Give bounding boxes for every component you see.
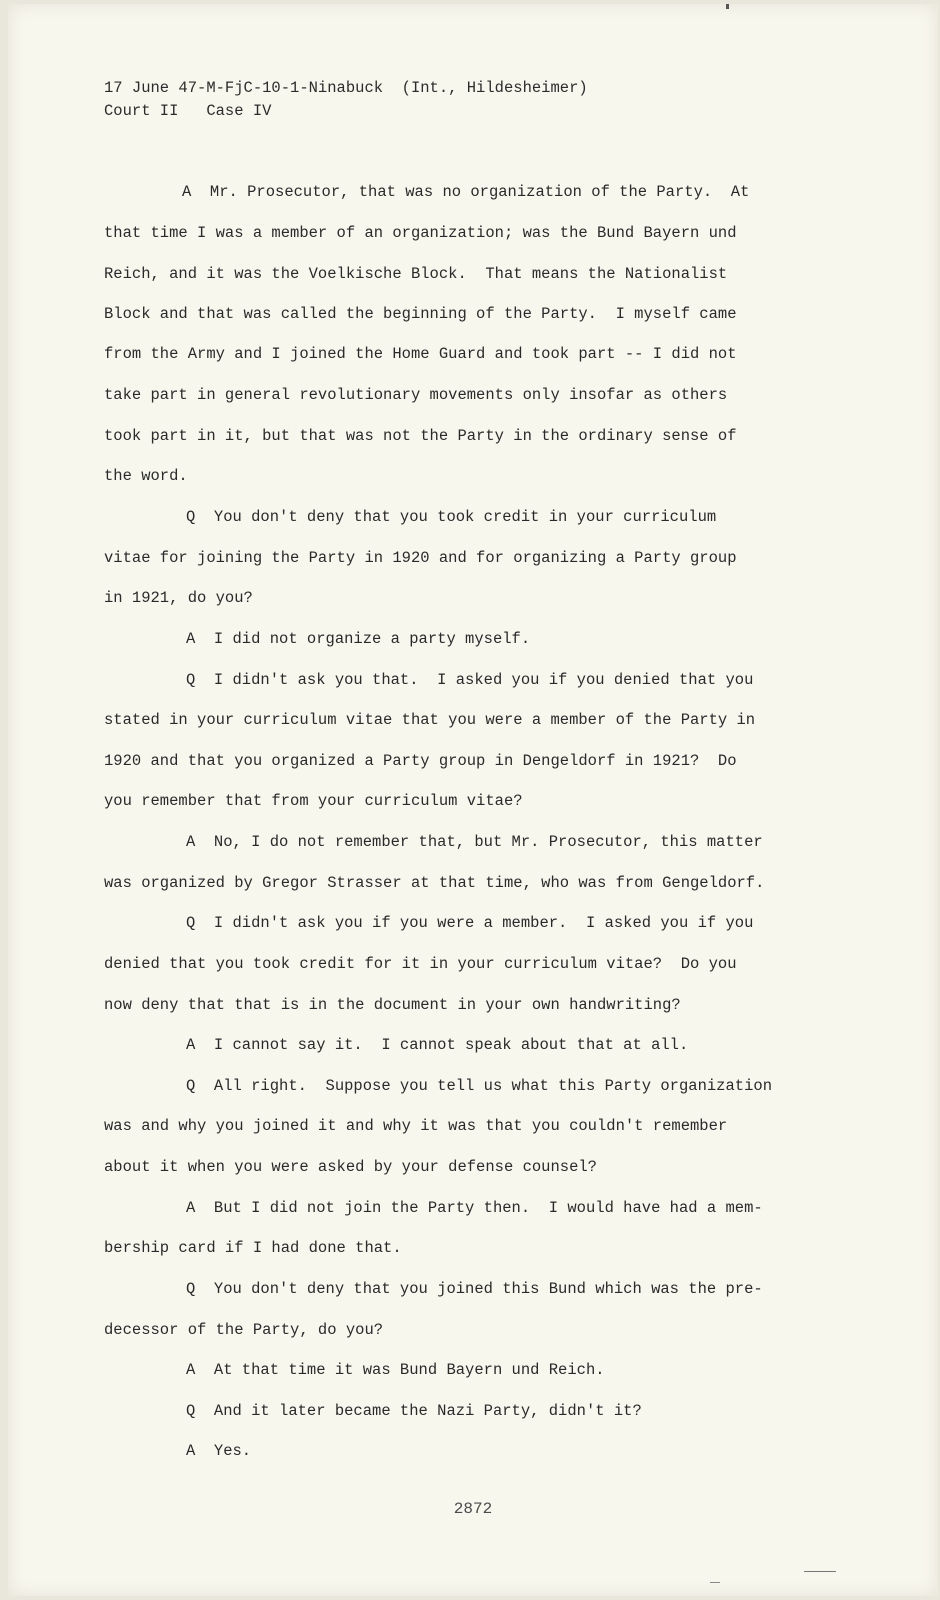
transcript-line: vitae for joining the Party in 1920 and for organizing a Party group bbox=[104, 549, 737, 567]
transcript-line: the word. bbox=[104, 467, 188, 485]
transcript-line: took part in it, but that was not the Party in the ordinary sense of bbox=[104, 427, 737, 445]
transcript-line: that time I was a member of an organization; was the Bund Bayern und bbox=[104, 224, 737, 242]
transcript-line: A Mr. Prosecutor, that was no organization of the Party. At bbox=[182, 183, 750, 201]
transcript-line: Q You don't deny that you took credit in your curriculum bbox=[186, 508, 717, 526]
transcript-line: Q I didn't ask you if you were a member. I asked you if you bbox=[186, 914, 754, 932]
transcript-line: now deny that that is in the document in your own handwriting? bbox=[104, 996, 681, 1014]
transcript-line: was organized by Gregor Strasser at that time, who was from Gengeldorf. bbox=[104, 874, 765, 892]
transcript-line: in 1921, do you? bbox=[104, 589, 253, 607]
transcript-line: 1920 and that you organized a Party group in Dengeldorf in 1921? Do bbox=[104, 752, 737, 770]
page-number: 2872 bbox=[453, 1500, 493, 1518]
transcript-line: A I did not organize a party myself. bbox=[186, 630, 531, 648]
transcript-line: A But I did not join the Party then. I would have had a mem- bbox=[186, 1199, 763, 1217]
transcript-line: denied that you took credit for it in your curriculum vitae? Do you bbox=[104, 955, 737, 973]
header-line-2: Court II Case IV bbox=[104, 102, 272, 120]
transcript-line: A I cannot say it. I cannot speak about that at all. bbox=[186, 1036, 689, 1054]
transcript-line: A At that time it was Bund Bayern und Reich. bbox=[186, 1361, 605, 1379]
transcript-line: from the Army and I joined the Home Guard and took part -- I did not bbox=[104, 345, 737, 363]
document-header bbox=[104, 77, 588, 123]
header-line-1: 17 June 47-M-FjC-10-1-Ninabuck (Int., Hildesheimer) bbox=[104, 79, 588, 97]
transcript-line: Q You don't deny that you joined this Bund which was the pre- bbox=[186, 1280, 763, 1298]
transcript-line: was and why you joined it and why it was that you couldn't remember bbox=[104, 1117, 728, 1135]
transcript-line: stated in your curriculum vitae that you were a member of the Party in bbox=[104, 711, 756, 729]
transcript-line: take part in general revolutionary movements only insofar as others bbox=[104, 386, 728, 404]
transcript-line: Q All right. Suppose you tell us what this Party organization bbox=[186, 1077, 772, 1095]
transcript-line: Block and that was called the beginning of the Party. I myself came bbox=[104, 305, 737, 323]
scan-mark bbox=[804, 1571, 836, 1572]
transcript-line: decessor of the Party, do you? bbox=[104, 1321, 384, 1339]
scan-mark bbox=[710, 1582, 720, 1583]
transcript-line: Q And it later became the Nazi Party, didn't it? bbox=[186, 1402, 642, 1420]
document-page bbox=[8, 4, 938, 1596]
transcript-line: Reich, and it was the Voelkische Block. That means the Nationalist bbox=[104, 265, 728, 283]
transcript-line: you remember that from your curriculum vitae? bbox=[104, 792, 523, 810]
transcript-line: Q I didn't ask you that. I asked you if you denied that you bbox=[186, 671, 754, 689]
transcript-line: about it when you were asked by your defense counsel? bbox=[104, 1158, 597, 1176]
scan-mark bbox=[726, 4, 729, 9]
transcript-line: bership card if I had done that. bbox=[104, 1239, 402, 1257]
transcript-line: A No, I do not remember that, but Mr. Prosecutor, this matter bbox=[186, 833, 763, 851]
transcript-line: A Yes. bbox=[186, 1442, 252, 1460]
